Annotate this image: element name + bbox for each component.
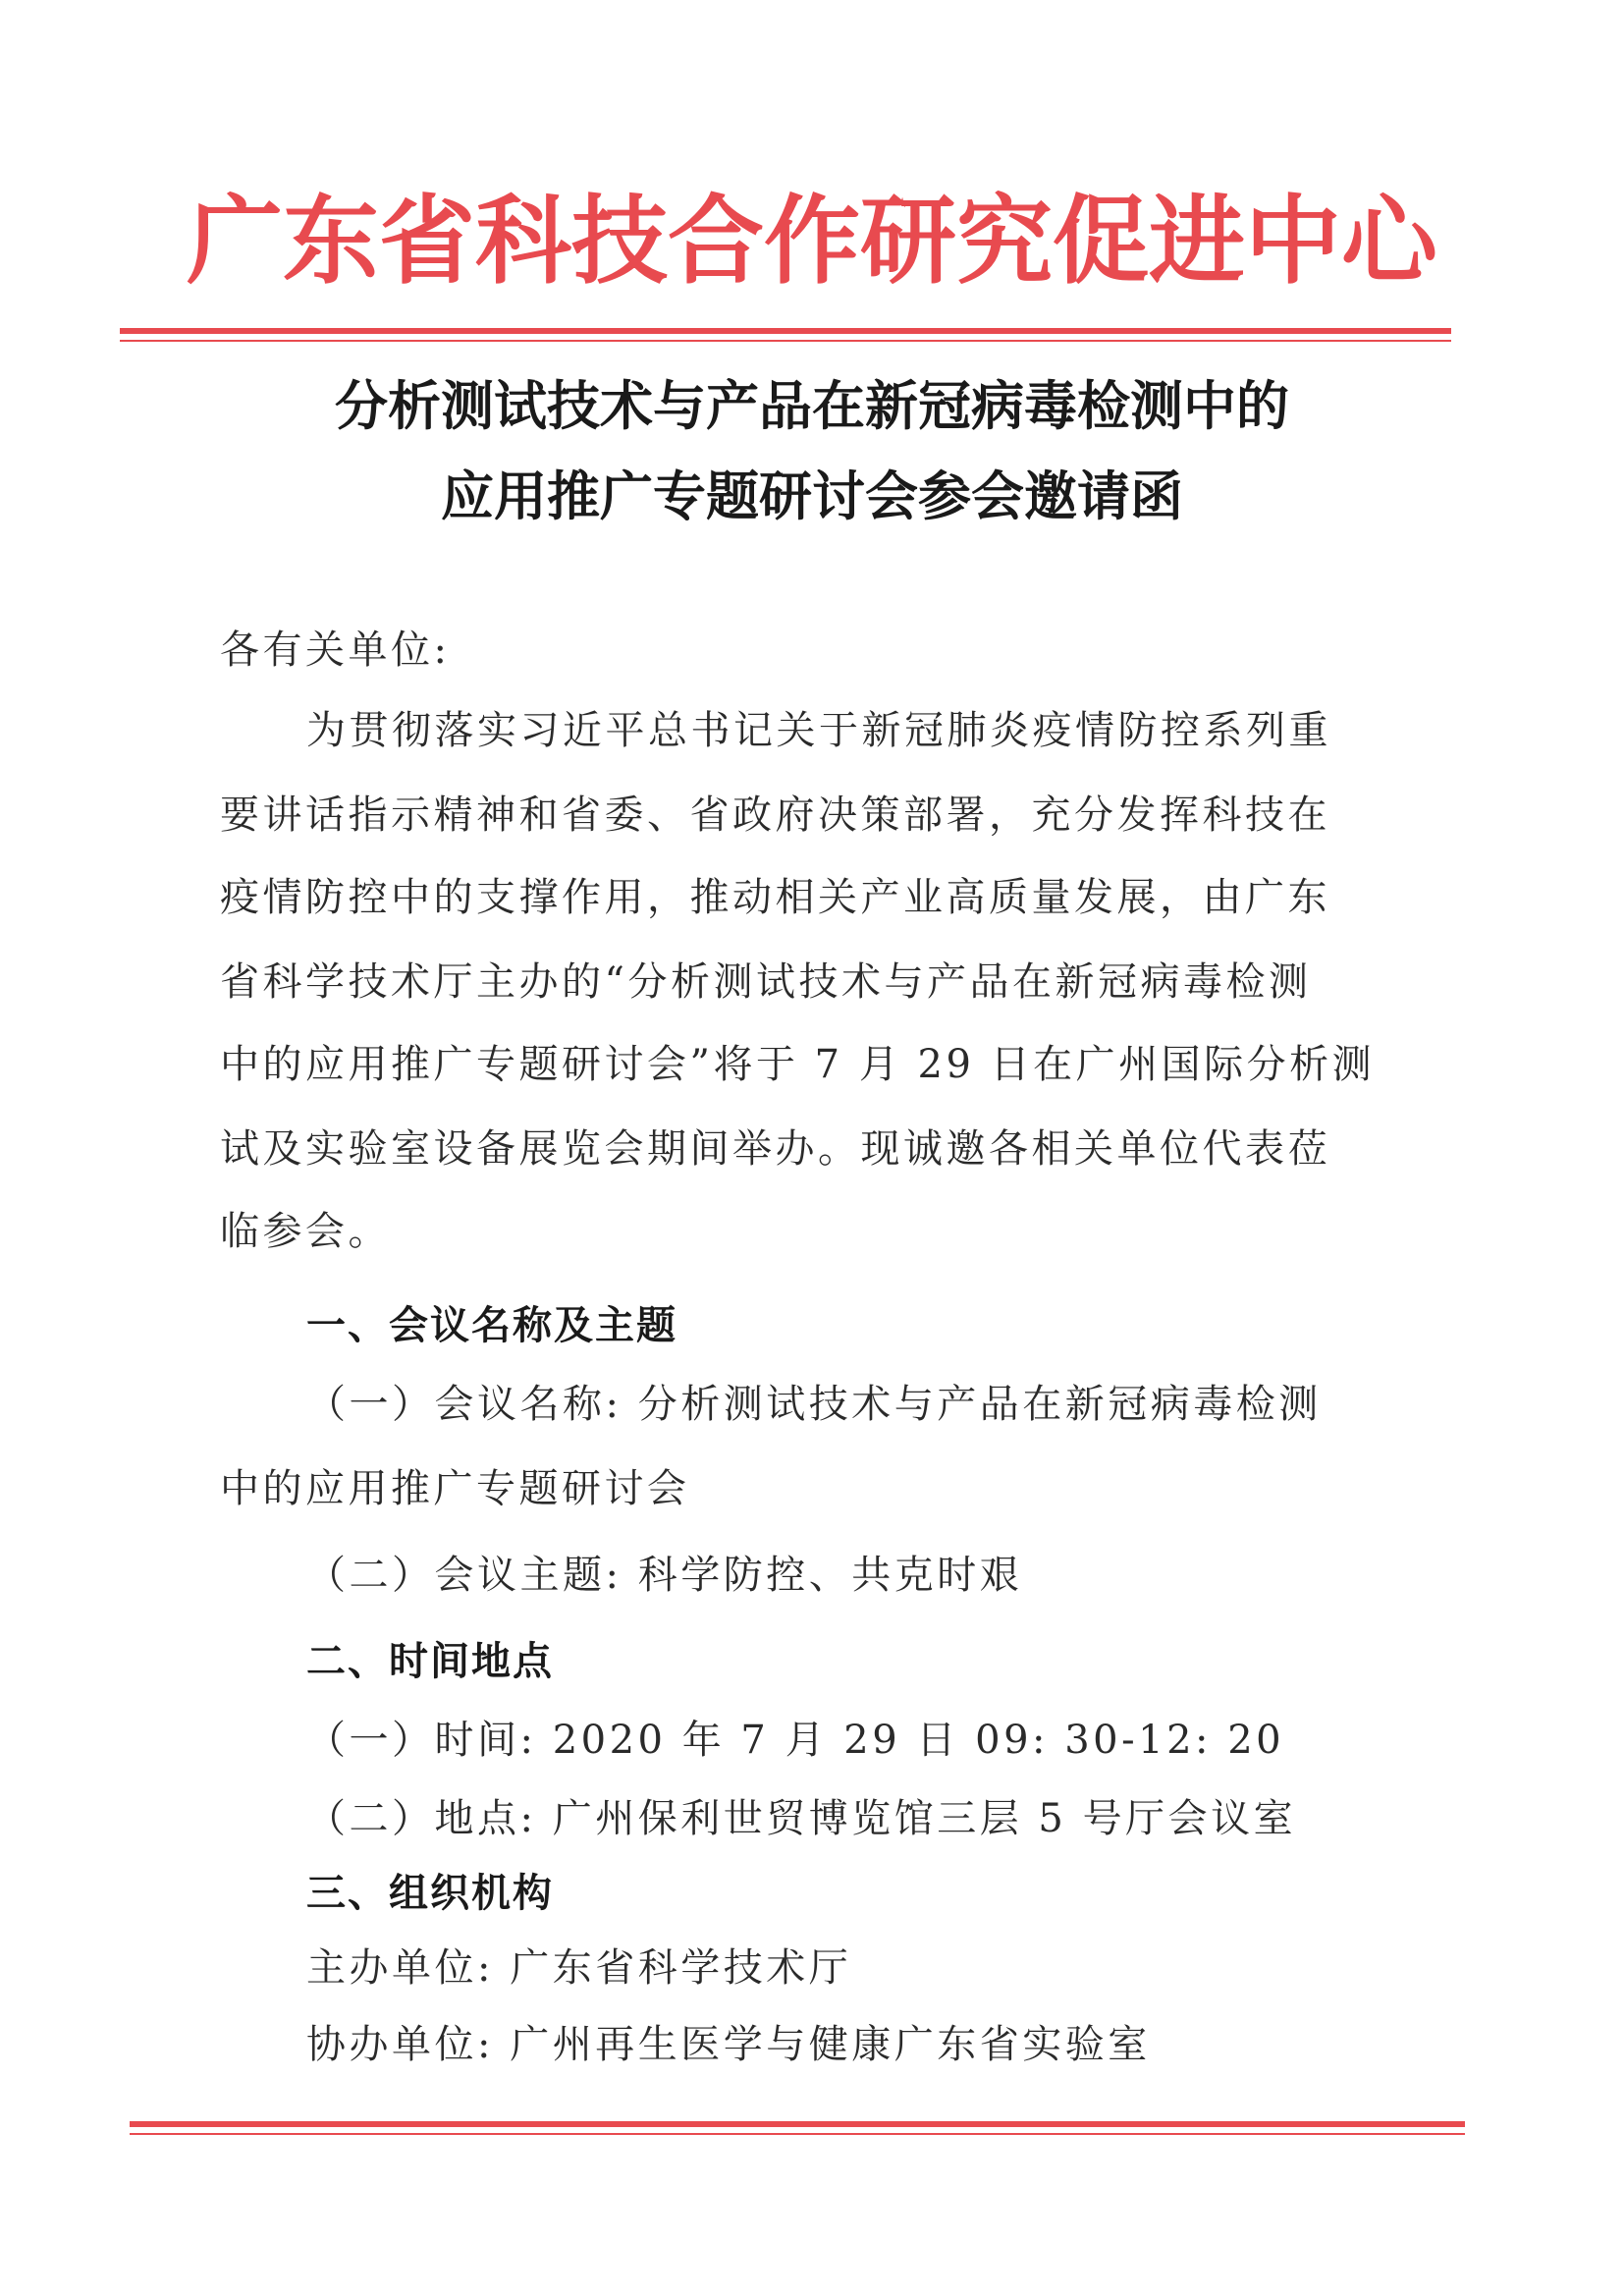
document-title-line-1: 分析测试技术与产品在新冠病毒检测中的 <box>335 375 1289 437</box>
intro-line-6: 试及实验室设备展览会期间举办。现诚邀各相关单位代表莅 <box>220 1126 1330 1172</box>
intro-line-5: 中的应用推广专题研讨会”将于 7 月 29 日在广州国际分析测 <box>220 1042 1376 1087</box>
divider-thin-line <box>120 340 1451 342</box>
intro-line-4: 省科学技术厅主办的“分析测试技术与产品在新冠病毒检测 <box>220 959 1312 1005</box>
intro-line-3: 疫情防控中的支撑作用，推动相关产业高质量发展，由广东 <box>220 875 1330 920</box>
divider-thin-line <box>130 2133 1465 2135</box>
section-3-heading: 三、组织机构 <box>306 1871 554 1916</box>
divider-thick-line <box>130 2121 1465 2127</box>
host-organization: 主办单位: 广东省科学技术厅 <box>306 1945 852 1991</box>
meeting-name-line-2: 中的应用推广专题研讨会 <box>220 1466 690 1511</box>
meeting-time: （一）时间: 2020 年 7 月 29 日 09: 30-12: 20 <box>306 1718 1285 1763</box>
meeting-theme: （二）会议主题: 科学防控、共克时艰 <box>306 1553 1023 1598</box>
intro-line-7: 临参会。 <box>220 1209 391 1254</box>
intro-line-2: 要讲话指示精神和省委、省政府决策部署，充分发挥科技在 <box>220 793 1330 838</box>
salutation: 各有关单位: <box>220 628 451 673</box>
document-title <box>0 361 1624 542</box>
document-title-line-2: 应用推广专题研讨会参会邀请函 <box>441 465 1183 527</box>
section-1-heading: 一、会议名称及主题 <box>306 1303 677 1348</box>
intro-line-1: 为贯彻落实习近平总书记关于新冠肺炎疫情防控系列重 <box>306 708 1331 753</box>
co-host-organization: 协办单位: 广州再生医学与健康广东省实验室 <box>306 2022 1151 2067</box>
letterhead-divider <box>120 328 1451 342</box>
letterhead-org-name: 广东省科技合作研究促进中心 <box>186 185 1437 298</box>
meeting-name-line-1: （一）会议名称: 分析测试技术与产品在新冠病毒检测 <box>306 1382 1322 1427</box>
footer-divider <box>130 2121 1465 2135</box>
meeting-place: （二）地点: 广州保利世贸博览馆三层 5 号厅会议室 <box>306 1796 1297 1841</box>
section-2-heading: 二、时间地点 <box>306 1639 554 1684</box>
divider-thick-line <box>120 328 1451 334</box>
